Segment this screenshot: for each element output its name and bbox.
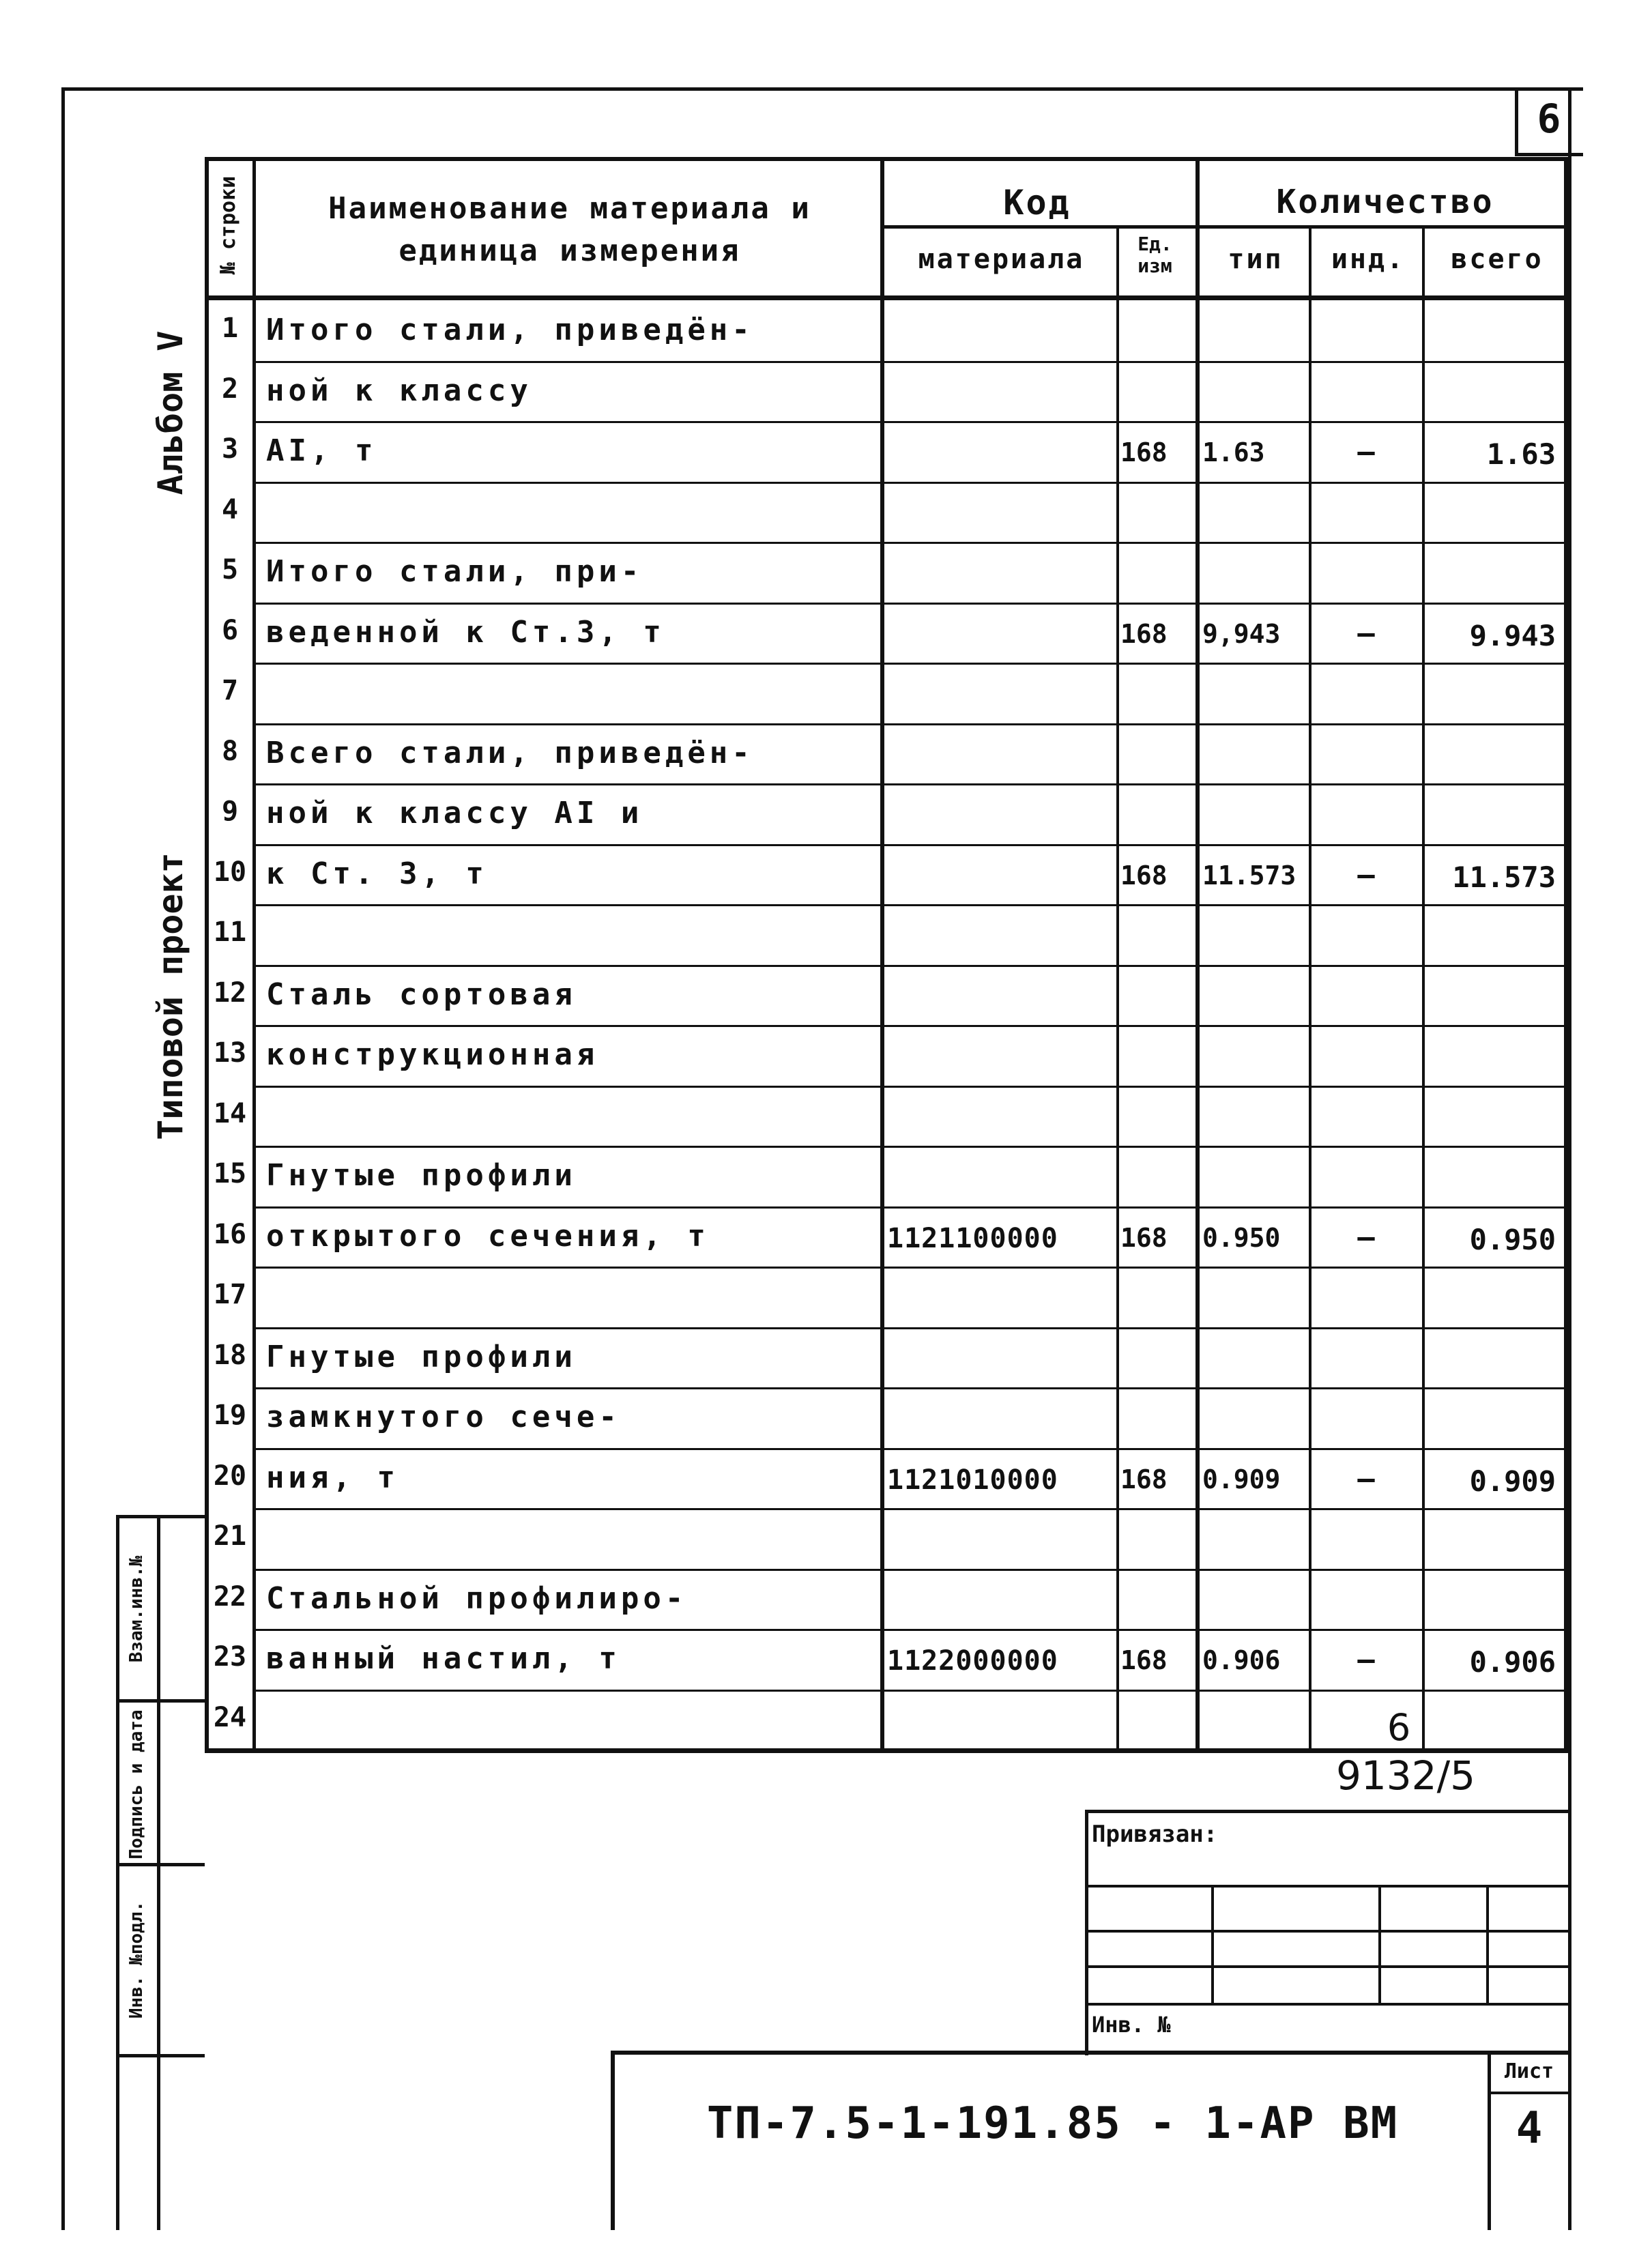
header-qty-total: всего bbox=[1451, 244, 1544, 275]
row-number: 8 bbox=[221, 735, 239, 767]
row-number: 22 bbox=[213, 1580, 247, 1613]
qty-total: 9.943 bbox=[1469, 618, 1556, 652]
material-name: к Ст. 3, т bbox=[266, 856, 488, 891]
row-number: 17 bbox=[213, 1279, 247, 1310]
qty-typ: 0.906 bbox=[1202, 1645, 1281, 1675]
unit-code: 168 bbox=[1120, 618, 1168, 649]
material-name: Гнутые профили bbox=[266, 1158, 577, 1193]
material-name: ванный настил, т bbox=[266, 1641, 621, 1676]
table-row bbox=[205, 1146, 1568, 1206]
row-number: 7 bbox=[221, 675, 239, 706]
qty-total: 11.573 bbox=[1452, 860, 1556, 894]
row-number: 10 bbox=[213, 856, 247, 888]
material-name: ной к классу AI и bbox=[266, 796, 643, 830]
qty-ind: – bbox=[1357, 435, 1375, 468]
material-name: Сталь сортовая bbox=[266, 977, 577, 1012]
row-number: 2 bbox=[221, 373, 239, 405]
row-number: 11 bbox=[213, 916, 247, 948]
row-number: 20 bbox=[213, 1460, 247, 1492]
header-row-no: № строки bbox=[216, 175, 240, 275]
qty-ind: – bbox=[1357, 1219, 1375, 1254]
row-number: 6 bbox=[221, 614, 239, 646]
qty-ind: – bbox=[1357, 1461, 1375, 1495]
header-code-material: материала bbox=[918, 244, 1085, 275]
unit-code: 168 bbox=[1120, 860, 1168, 891]
material-name: Всего стали, приведён- bbox=[266, 735, 754, 770]
material-name: конструкционная bbox=[266, 1037, 599, 1072]
unit-code: 168 bbox=[1120, 437, 1168, 467]
table-row bbox=[205, 783, 1568, 844]
row-number: 19 bbox=[213, 1400, 247, 1431]
row-number: 21 bbox=[213, 1520, 247, 1552]
row-number: 1 bbox=[221, 313, 239, 344]
table-row bbox=[205, 844, 1568, 905]
qty-total: 0.950 bbox=[1469, 1222, 1556, 1256]
note-line-2: 9132/5 bbox=[1335, 1752, 1476, 1799]
qty-typ: 9,943 bbox=[1202, 618, 1281, 649]
stamp-label-podl: Инв. №подл. bbox=[126, 1900, 147, 2019]
row-number: 14 bbox=[213, 1097, 247, 1129]
material-name: замкнутого сече- bbox=[266, 1400, 621, 1434]
table-row bbox=[205, 482, 1568, 543]
table-row bbox=[205, 1569, 1568, 1630]
header-qty: Количество bbox=[1276, 183, 1494, 221]
header-qty-typ: тип bbox=[1228, 244, 1284, 275]
row-number: 3 bbox=[221, 433, 239, 465]
table-row bbox=[205, 361, 1568, 422]
qty-typ: 11.573 bbox=[1202, 860, 1296, 891]
qty-total: 0.909 bbox=[1469, 1464, 1556, 1498]
table-row bbox=[205, 1690, 1568, 1750]
note-line-1: 6 bbox=[1387, 1706, 1411, 1749]
table-row bbox=[205, 603, 1568, 663]
material-name: ной к классу bbox=[266, 373, 532, 408]
row-number: 12 bbox=[213, 977, 247, 1009]
row-number: 5 bbox=[221, 554, 239, 585]
qty-ind: – bbox=[1357, 857, 1375, 891]
inv-no-label: Инв. № bbox=[1092, 2012, 1171, 2038]
table-row bbox=[205, 663, 1568, 723]
stamp-label-sign: Подпись и дата bbox=[126, 1709, 147, 1860]
row-number: 15 bbox=[213, 1158, 247, 1189]
sheet-label: Лист bbox=[1504, 2059, 1554, 2083]
qty-typ: 0.950 bbox=[1202, 1222, 1281, 1253]
qty-typ: 1.63 bbox=[1202, 437, 1265, 467]
material-name: AI, т bbox=[266, 433, 377, 468]
sheet-corner-number: 6 bbox=[1537, 96, 1561, 142]
privyazan-label: Привязан: bbox=[1092, 1821, 1218, 1848]
sheet-number: 4 bbox=[1516, 2103, 1543, 2154]
table-row bbox=[205, 421, 1568, 482]
table-row bbox=[205, 723, 1568, 784]
album-label: Альбом V bbox=[151, 330, 190, 495]
material-code: 1121100000 bbox=[887, 1222, 1058, 1254]
unit-code: 168 bbox=[1120, 1464, 1168, 1494]
qty-total: 1.63 bbox=[1486, 437, 1556, 471]
table-row bbox=[205, 1448, 1568, 1509]
row-number: 24 bbox=[213, 1701, 247, 1733]
header-code: Код bbox=[1003, 183, 1071, 222]
project-label: Типовой проект bbox=[151, 852, 190, 1140]
table-row bbox=[205, 965, 1568, 1026]
qty-ind: – bbox=[1357, 616, 1375, 650]
table-row bbox=[205, 1387, 1568, 1448]
unit-code: 168 bbox=[1120, 1645, 1168, 1675]
table-row bbox=[205, 1206, 1568, 1267]
qty-typ: 0.909 bbox=[1202, 1464, 1281, 1494]
header-name: Наименование материала и единица измерения bbox=[328, 191, 811, 268]
table-row bbox=[205, 300, 1568, 361]
material-name: открытого сечения, т bbox=[266, 1218, 710, 1254]
qty-ind: – bbox=[1357, 1643, 1375, 1676]
row-number: 23 bbox=[213, 1641, 247, 1673]
material-name: веденной к Ст.3, т bbox=[266, 614, 665, 650]
table-row bbox=[205, 1327, 1568, 1388]
material-name: Гнутые профили bbox=[266, 1339, 577, 1374]
material-name: ния, т bbox=[266, 1460, 399, 1495]
table-row bbox=[205, 1267, 1568, 1327]
table-row bbox=[205, 1086, 1568, 1146]
row-number: 16 bbox=[213, 1218, 247, 1250]
row-number: 4 bbox=[221, 493, 239, 525]
stamp-label-inv: Взам.инв.№ bbox=[126, 1555, 147, 1663]
unit-code: 168 bbox=[1120, 1222, 1168, 1253]
material-name: Стальной профилиро- bbox=[266, 1580, 688, 1616]
drawing-designation: ТП-7.5-1-191.85 - 1-АР ВМ bbox=[706, 2098, 1399, 2149]
table-row bbox=[205, 1508, 1568, 1569]
material-code: 1122000000 bbox=[887, 1645, 1058, 1677]
header-code-unit: Ед. изм bbox=[1137, 233, 1172, 277]
row-number: 13 bbox=[213, 1037, 247, 1069]
material-name: Итого стали, при- bbox=[266, 554, 643, 589]
table-row bbox=[205, 1025, 1568, 1086]
row-number: 9 bbox=[221, 796, 239, 827]
qty-total: 0.906 bbox=[1469, 1645, 1556, 1679]
table-row bbox=[205, 542, 1568, 603]
header-qty-ind: инд. bbox=[1331, 244, 1406, 275]
material-code: 1121010000 bbox=[887, 1464, 1058, 1496]
table-row bbox=[205, 1629, 1568, 1690]
row-number: 18 bbox=[213, 1339, 247, 1371]
table-row bbox=[205, 904, 1568, 965]
material-name: Итого стали, приведён- bbox=[266, 313, 754, 347]
